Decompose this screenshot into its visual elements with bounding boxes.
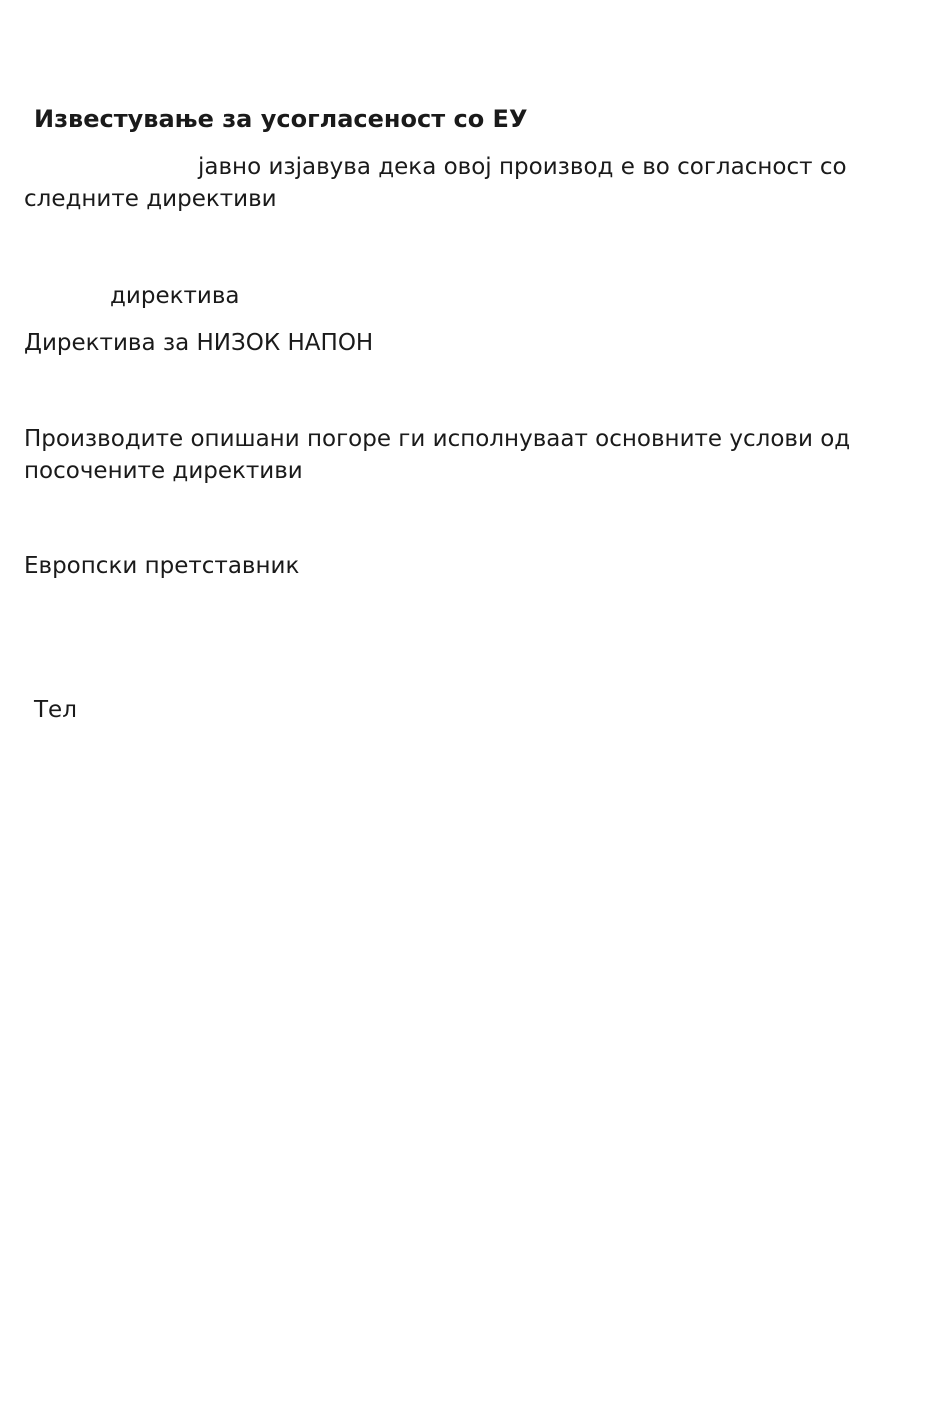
page-title: Известување за усогласеност со ЕУ [34, 105, 528, 133]
compliance-text-line-2: посочените директиви [24, 458, 303, 484]
european-representative-label: Европски претставник [24, 553, 300, 579]
declaration-text-line-1: јавно изјавува дека овој производ е во согласност со [198, 154, 847, 180]
declaration-text-line-2: следните директиви [24, 186, 277, 212]
directive-item-low-voltage: Директива за НИЗОК НАПОН [24, 330, 374, 356]
directive-column-header: директива [110, 283, 240, 309]
phone-label: Тел [34, 697, 77, 723]
compliance-text-line-1: Производите опишани погоре ги исполнуваат основните услови од [24, 426, 851, 452]
